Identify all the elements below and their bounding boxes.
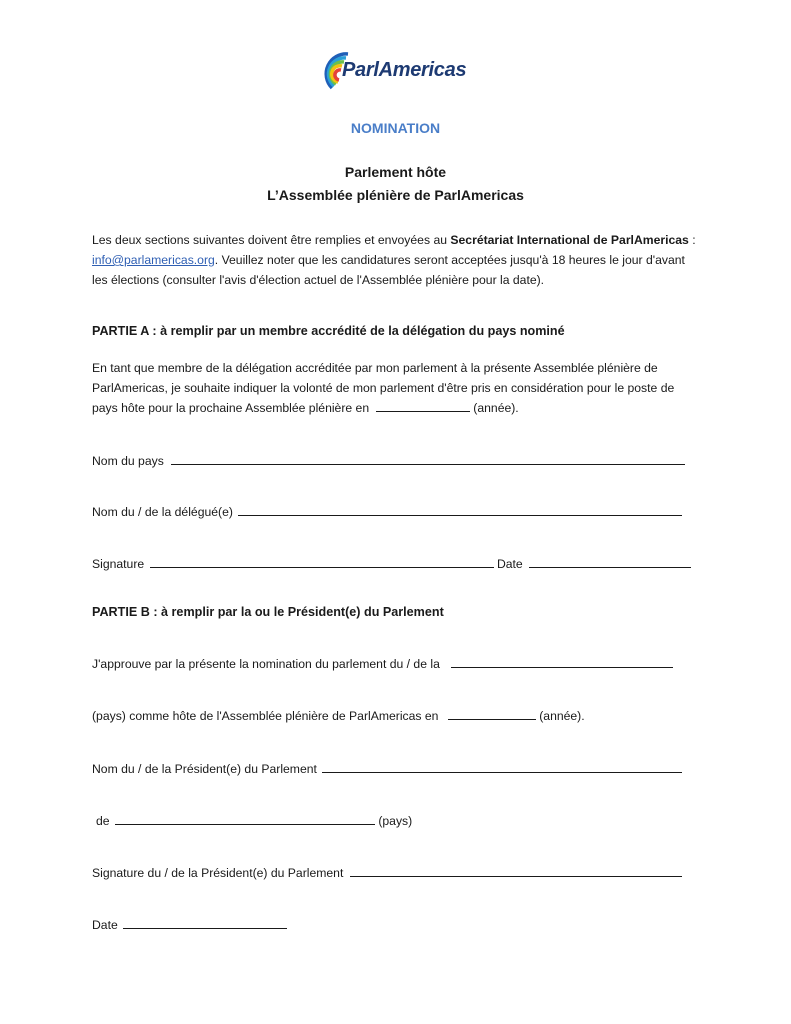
signature-row-b: [92, 864, 682, 880]
date-field-b[interactable]: [123, 916, 287, 929]
approve-text: J'approuve par la présente la nomination du parlement du / de la: [92, 657, 440, 671]
email-link[interactable]: info@parlamericas.org: [92, 253, 215, 267]
president-row: [92, 760, 682, 776]
year-blank-b[interactable]: [448, 707, 536, 720]
intro-paragraph: [92, 230, 702, 290]
part-a-text-end: (année).: [473, 401, 519, 415]
signature-label-a: Signature: [92, 557, 145, 571]
of-country-end: (pays): [378, 814, 413, 828]
year-blank-a[interactable]: [376, 399, 470, 412]
country-label: Nom du pays: [92, 454, 164, 468]
part-a-title: PARTIE A : à remplir par un membre accrédité de la délégation du pays nominé: [92, 324, 565, 338]
part-b-title: PARTIE B : à remplir par la ou le Président(e) du Parlement: [92, 605, 444, 619]
part-a-paragraph: [92, 358, 702, 418]
title-host-parliament: Parlement hôte: [344, 164, 447, 180]
parlamericas-logo: [318, 48, 478, 96]
logo-text: ParlAmericas: [342, 59, 467, 81]
host-text: (pays) comme hôte de l'Assemblée plénière de ParlAmericas en: [92, 709, 439, 723]
of-country-field[interactable]: [115, 812, 375, 825]
delegate-row: [92, 503, 682, 519]
country-field[interactable]: [171, 452, 685, 465]
date-label-a: Date: [496, 557, 523, 571]
signature-field-b[interactable]: [350, 864, 682, 877]
date-row-b: [92, 916, 287, 932]
heading-nomination: NOMINATION: [350, 120, 441, 136]
host-text-end: (année).: [539, 709, 585, 723]
part-a-text: En tant que membre de la délégation accréditée par mon parlement à la présente Assemblée plénière de ParlAmericas, je souhaite indiquer la volonté de mon parlement d'être pris en considération pour le poste de pays hôte pour la prochaine Assemblée plénière en: [92, 361, 675, 415]
title-plenary-assembly: L’Assemblée plénière de ParlAmericas: [267, 187, 524, 203]
of-country-row: [96, 812, 412, 828]
delegate-field[interactable]: [238, 503, 682, 516]
approve-row: [92, 655, 673, 671]
intro-text-start: Les deux sections suivantes doivent être remplies et envoyées au: [92, 233, 451, 247]
intro-text-end: . Veuillez noter que les candidatures seront acceptées jusqu'à 18 heures le jour d'avant les élections (consulter l'avis d'élection actuel de l'Assemblée plénière pour la date).: [92, 253, 685, 287]
of-label: de: [96, 814, 110, 828]
date-label-b: Date: [92, 918, 118, 932]
intro-secretariat: Secrétariat International de ParlAmericas: [450, 233, 689, 247]
country-row: [92, 452, 685, 468]
host-row: [92, 707, 585, 723]
date-field-a[interactable]: [529, 555, 691, 568]
president-field[interactable]: [322, 760, 682, 773]
signature-label-b: Signature du / de la Président(e) du Parlement: [92, 866, 344, 880]
intro-colon: :: [688, 233, 696, 247]
president-label: Nom du / de la Président(e) du Parlement: [92, 762, 317, 776]
signature-field-a[interactable]: [150, 555, 494, 568]
signature-row-a: [92, 555, 691, 571]
delegate-label: Nom du / de la délégué(e): [92, 505, 233, 519]
parliament-country-field[interactable]: [451, 655, 673, 668]
